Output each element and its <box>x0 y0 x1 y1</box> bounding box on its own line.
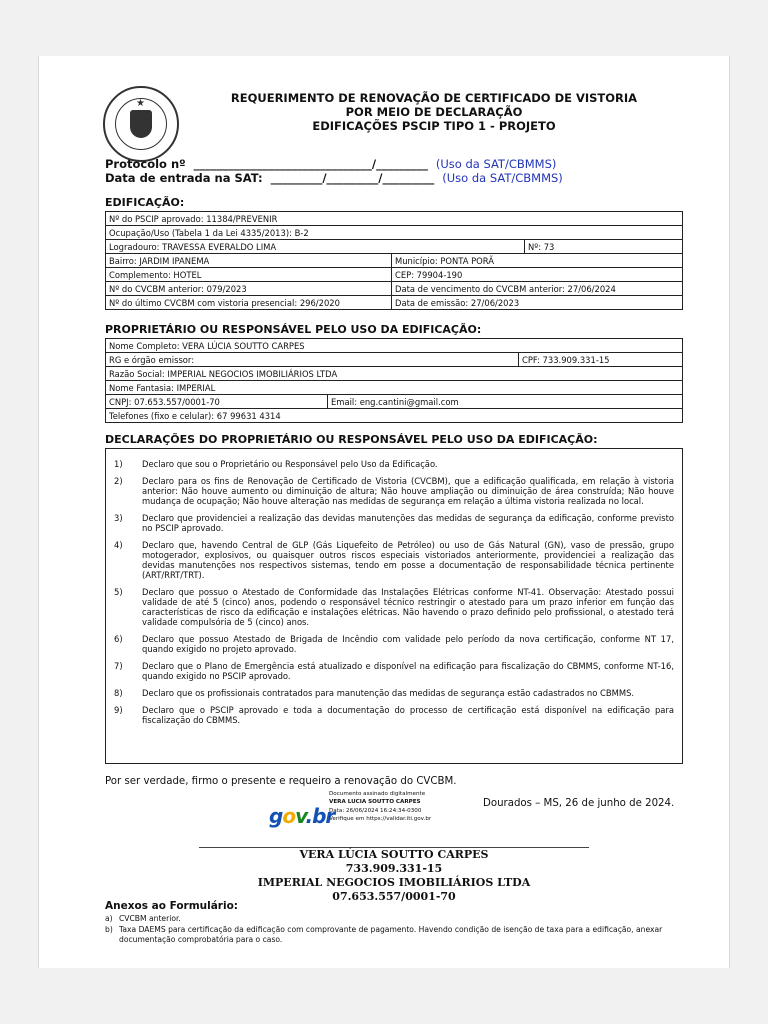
proprietario-table <box>105 338 683 423</box>
declaracoes-heading: DECLARAÇÕES DO PROPRIETÁRIO OU RESPONSÁVEL PELO USO DA EDIFICAÇÃO: <box>105 433 598 446</box>
declaracao-item: 5) Declaro que possuo o Atestado de Conformidade das Instalações Elétricas conforme NT-41. Observação: Atestado possui validade de até 5 (cinco) anos, podendo o responsável técnico restringir o atestado para um prazo inferior em função das características de risco da edificação e instalações elétricas. Não havendo o prazo definido pelo profissional, o atestado terá validade compulsória de 5 (cinco) anos. <box>114 587 674 627</box>
cvcbm-anterior-cell: Nº do CVCBM anterior: 079/2023 <box>106 282 392 296</box>
telefones-cell: Telefones (fixo e celular): 67 99631 4314 <box>106 409 683 423</box>
protocol-line: Protocolo nº _______________________________/_________ (Uso da SAT/CBMMS) <box>105 157 557 171</box>
emissao-cell: Data de emissão: 27/06/2023 <box>392 296 683 310</box>
digital-signature-info: Documento assinado digitalmente VERA LUCIA SOUTTO CARPES Data: 26/06/2024 16:24:34-0300 Verifique em https://validar.iti.gov.br <box>329 791 432 823</box>
entry-date-line: Data de entrada na SAT: _________/_________/_________ (Uso da SAT/CBMMS) <box>105 171 563 185</box>
fire-department-seal-icon: ★ <box>103 86 179 162</box>
declaracao-item: 1) Declaro que sou o Proprietário ou Responsável pelo Uso da Edificação. <box>114 459 438 469</box>
company-name: IMPERIAL NEGOCIOS IMOBILIÁRIOS LTDA <box>257 876 531 889</box>
nome-cell: Nome Completo: VERA LÚCIA SOUTTO CARPES <box>106 339 683 353</box>
declaracao-item: 4) Declaro que, havendo Central de GLP (Gás Liquefeito de Petróleo) ou uso de Gás Natural (GN), vaso de pressão, grupo motogerador, explosivos, ou quaisquer outros riscos especiais vistoriados anteriormente, providenciei a realização das devidas manutenções nos respectivos sistemas, tendo em posse a documentação de responsabilidade técnica pertinente (ART/RRT/TRT). <box>114 540 674 580</box>
edificacao-heading: EDIFICAÇÃO: <box>105 196 185 209</box>
logradouro-cell: Logradouro: TRAVESSA EVERALDO LIMA <box>106 240 525 254</box>
signer-cpf: 733.909.331-15 <box>345 862 443 875</box>
anexos-heading: Anexos ao Formulário: <box>105 900 238 912</box>
complemento-cell: Complemento: HOTEL <box>106 268 392 282</box>
cep-cell: CEP: 79904-190 <box>392 268 683 282</box>
numero-cell: Nº: 73 <box>525 240 683 254</box>
razao-social-cell: Razão Social: IMPERIAL NEGOCIOS IMOBILIÁRIOS LTDA <box>106 367 683 381</box>
rg-cell: RG e órgão emissor: <box>106 353 519 367</box>
proprietario-heading: PROPRIETÁRIO OU RESPONSÁVEL PELO USO DA EDIFICAÇÃO: <box>105 323 482 336</box>
municipio-cell: Município: PONTA PORÃ <box>392 254 683 268</box>
pscip-cell: Nº do PSCIP aprovado: 11384/PREVENIR <box>106 212 683 226</box>
declaracao-item: 3) Declaro que providenciei a realização das devidas manutenções das medidas de segurança da edificação, conforme previsto no PSCIP aprovado. <box>114 513 674 533</box>
signer-name: VERA LÚCIA SOUTTO CARPES <box>299 848 489 861</box>
cnpj-cell: CNPJ: 07.653.557/0001-70 <box>106 395 328 409</box>
declaracao-item: 6) Declaro que possuo Atestado de Brigada de Incêndio com validade pelo período da nova certificação, conforme NT 17, quando exigido no projeto aprovado. <box>114 634 674 654</box>
company-cnpj: 07.653.557/0001-70 <box>332 890 456 903</box>
vencimento-cell: Data de vencimento do CVCBM anterior: 27/06/2024 <box>392 282 683 296</box>
anexo-item: b) Taxa DAEMS para certificação da edificação com comprovante de pagamento. Havendo condição de isenção de taxa para a edificação, anexar documentação comprobatória para o caso. <box>105 925 663 944</box>
ocupacao-cell: Ocupação/Uso (Tabela 1 da Lei 4335/2013): B-2 <box>106 226 683 240</box>
govbr-logo-icon: gov.br <box>269 804 335 828</box>
nome-fantasia-cell: Nome Fantasia: IMPERIAL <box>106 381 683 395</box>
document-title: REQUERIMENTO DE RENOVAÇÃO DE CERTIFICADO DE VISTORIA POR MEIO DE DECLARAÇÃO EDIFICAÇÕES PSCIP TIPO 1 - PROJETO <box>230 91 638 133</box>
email-cell: Email: eng.cantini@gmail.com <box>328 395 683 409</box>
declaracoes-box <box>105 448 683 764</box>
cpf-cell: CPF: 733.909.331-15 <box>519 353 683 367</box>
declaracao-item: 2) Declaro para os fins de Renovação de Certificado de Vistoria (CVCBM), que a edificação qualificada, em relação à vistoria anterior: Não houve aumento ou diminuição de altura; Não houve ampliação ou diminuição de área construída; Não houve mudança de ocupação; Não houve alteração nas medidas de segurança em relação a última vistoria realizada no local. <box>114 476 674 506</box>
edificacao-table <box>105 211 683 310</box>
declaracao-item: 7) Declaro que o Plano de Emergência está atualizado e disponível na edificação para fiscalização do CBMMS, conforme NT-16, quando exigido no PSCIP aprovado. <box>114 661 674 681</box>
place-date: Dourados – MS, 26 de junho de 2024. <box>483 798 675 809</box>
declaracao-item: 9) Declaro que o PSCIP aprovado e toda a documentação do processo de certificação está disponível na edificação para fiscalização do CBMMS. <box>114 705 674 725</box>
closing-statement: Por ser verdade, firmo o presente e requeiro a renovação do CVCBM. <box>105 776 457 787</box>
anexo-item: a) CVCBM anterior. <box>105 914 181 923</box>
bairro-cell: Bairro: JARDIM IPANEMA <box>106 254 392 268</box>
declaracao-item: 8) Declaro que os profissionais contratados para manutenção das medidas de segurança estão cadastrados no CBMMS. <box>114 688 635 698</box>
ultimo-cvcbm-cell: Nº do último CVCBM com vistoria presencial: 296/2020 <box>106 296 392 310</box>
document-page <box>38 56 730 968</box>
